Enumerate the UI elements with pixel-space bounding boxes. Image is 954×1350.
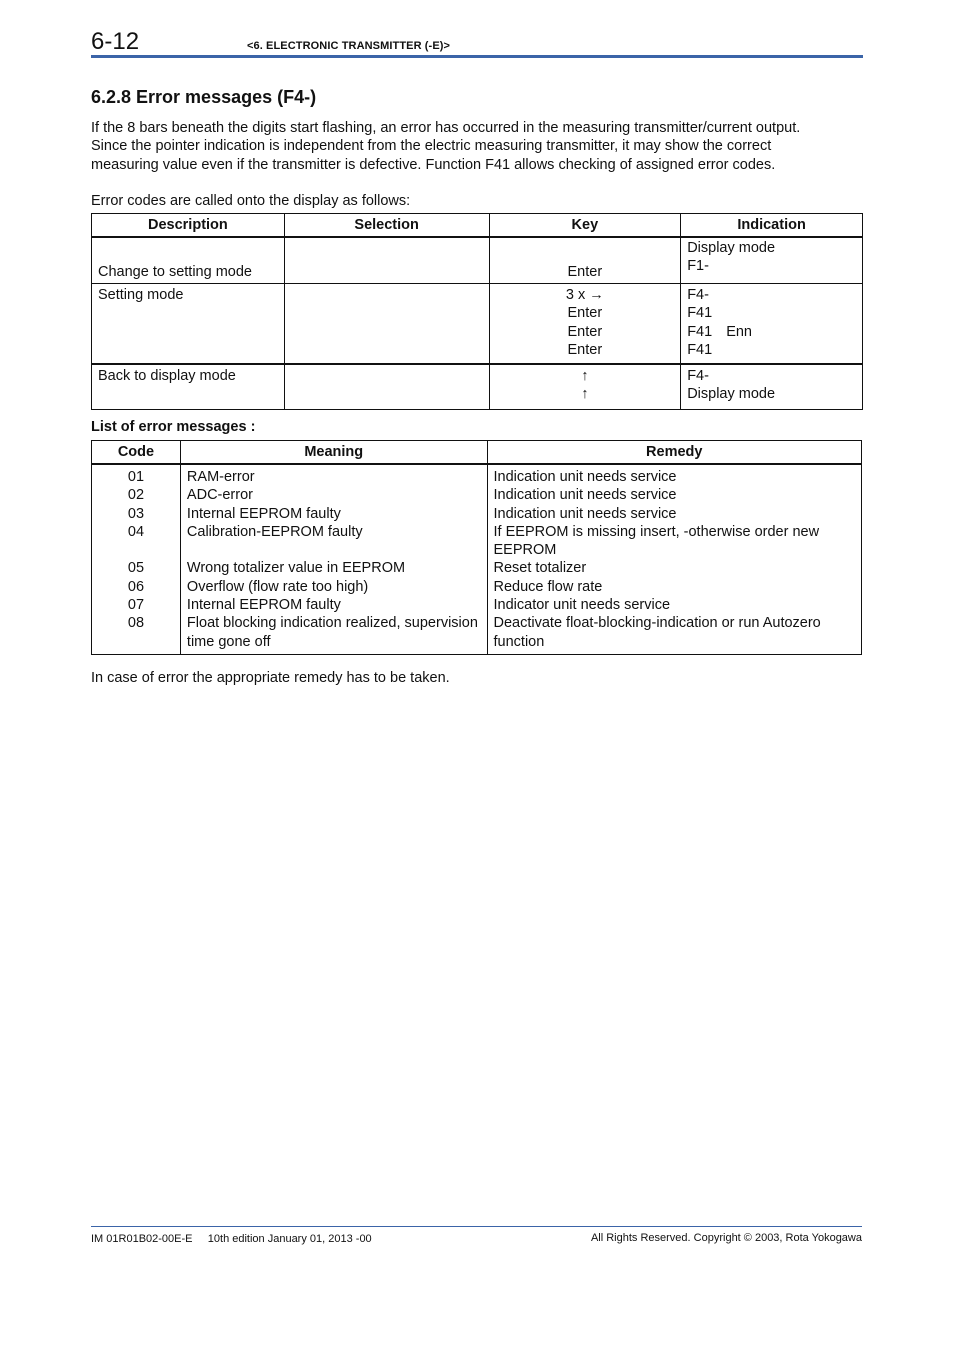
error-meaning: Overflow (flow rate too high): [186, 578, 369, 595]
indication-line: [687, 323, 856, 341]
column-header: Code: [92, 441, 181, 465]
error-meaning: RAM-error: [186, 469, 255, 485]
indication-text: F41: [687, 323, 713, 340]
procedure-header-row: [92, 214, 863, 238]
footer-document-id: IM 01R01B02-00E-E 10th edition January 01, 2013 -00: [91, 1233, 372, 1245]
error-remedy: Indication unit needs service: [493, 505, 677, 522]
description-text: Change to setting mode: [98, 263, 252, 280]
table-row: [92, 237, 863, 284]
column-header: Key: [489, 214, 681, 238]
closing-note: In case of error the appropriate remedy has to be taken.: [91, 670, 450, 686]
error-remedy: Indication unit needs service: [493, 469, 677, 485]
indication-cell: [681, 284, 863, 365]
error-meaning: Wrong totalizer value in EEPROM: [186, 560, 406, 577]
error-list-heading: List of error messages :: [91, 419, 256, 435]
indication-text: Display mode: [687, 240, 776, 256]
error-meaning: ADC-error: [186, 487, 253, 504]
key-cell: [489, 237, 681, 284]
column-header: Remedy: [487, 441, 861, 465]
chapter-title: <6. ELECTRONIC TRANSMITTER (-E)>: [247, 40, 451, 52]
error-meaning: Internal EEPROM faulty: [186, 505, 341, 522]
spacer: [187, 541, 481, 559]
section-title: 6.2.8 Error messages (F4-): [91, 87, 317, 107]
footer-copyright: All Rights Reserved. Copyright © 2003, Rota Yokogawa: [590, 1232, 862, 1244]
selection-cell: [284, 284, 489, 365]
spacer: [98, 541, 174, 559]
indication-text: F41: [687, 305, 713, 322]
table-row: [92, 364, 863, 410]
table-row: [92, 284, 863, 365]
description-cell: [92, 237, 285, 284]
column-header: Description: [92, 214, 285, 238]
description-text: Setting mode: [98, 287, 184, 303]
key-cell: [489, 364, 681, 410]
error-meaning: Calibration-EEPROM faulty: [186, 523, 363, 540]
lead-sentence: Error codes are called onto the display as follows:: [91, 193, 411, 209]
up-arrow-icon: ↑: [581, 386, 589, 403]
key-text: 3 x →: [565, 287, 604, 303]
key-text: Enter: [567, 263, 603, 280]
column-header: Meaning: [180, 441, 487, 465]
error-meaning: Internal EEPROM faulty: [186, 597, 341, 614]
key-text: Enter: [567, 341, 603, 358]
key-cell: [489, 284, 681, 365]
description-cell: [92, 364, 285, 410]
error-remedy: Reduce flow rate: [493, 578, 603, 595]
remedy-column: [487, 464, 861, 654]
error-code-placeholder: Enn: [726, 323, 752, 340]
page-header: [91, 28, 863, 58]
procedure-table: [91, 213, 863, 410]
header-rule: [91, 55, 863, 58]
error-remedy: Reset totalizer: [493, 560, 587, 577]
error-code: 01: [127, 469, 145, 485]
error-code: 06: [127, 578, 145, 595]
column-header: Selection: [284, 214, 489, 238]
indication-text: F4-: [687, 368, 709, 384]
up-arrow-icon: ↑: [581, 368, 589, 384]
page-number: 6-12: [91, 28, 140, 55]
error-messages-table: [91, 440, 862, 655]
error-code: 03: [127, 505, 145, 522]
footer-rule: [91, 1226, 862, 1227]
error-code: 02: [127, 487, 145, 504]
description-text: Back to display mode: [98, 368, 236, 384]
indication-text: F1-: [687, 258, 709, 275]
error-header-row: [92, 441, 862, 465]
intro-paragraph: If the 8 bars beneath the digits start flashing, an error has occurred in the measuring transmitter/current output. Since the pointer indication is independent from the electric measuring transmitter, it may show the correct measuring value even if the transmitter is defective. Function F41 allows checking of assigned error codes.: [91, 120, 801, 173]
error-meaning: Float blocking indication realized, supervision time gone off: [186, 615, 478, 650]
selection-cell: [284, 237, 489, 284]
selection-cell: [284, 364, 489, 410]
code-column: [92, 464, 181, 654]
key-text: Enter: [567, 305, 603, 322]
meaning-column: [180, 464, 487, 654]
indication-cell: [681, 237, 863, 284]
error-code: 07: [127, 597, 145, 614]
error-code: 08: [127, 615, 145, 632]
error-code: 05: [127, 560, 145, 577]
error-code: 04: [127, 523, 145, 540]
error-remedy: If EEPROM is missing insert, -otherwise order new EEPROM: [493, 523, 820, 559]
indication-cell: [681, 364, 863, 410]
column-header: Indication: [681, 214, 863, 238]
indication-text: F4-: [687, 287, 709, 303]
error-remedy: Indicator unit needs service: [493, 597, 671, 614]
key-text: Enter: [567, 323, 603, 340]
indication-text: F41: [687, 341, 713, 358]
description-cell: [92, 284, 285, 365]
error-remedy: Deactivate float-blocking-indication or run Autozero function: [493, 615, 821, 650]
indication-text: Display mode: [687, 386, 776, 403]
error-remedy: Indication unit needs service: [493, 487, 677, 504]
error-row: [92, 464, 862, 654]
